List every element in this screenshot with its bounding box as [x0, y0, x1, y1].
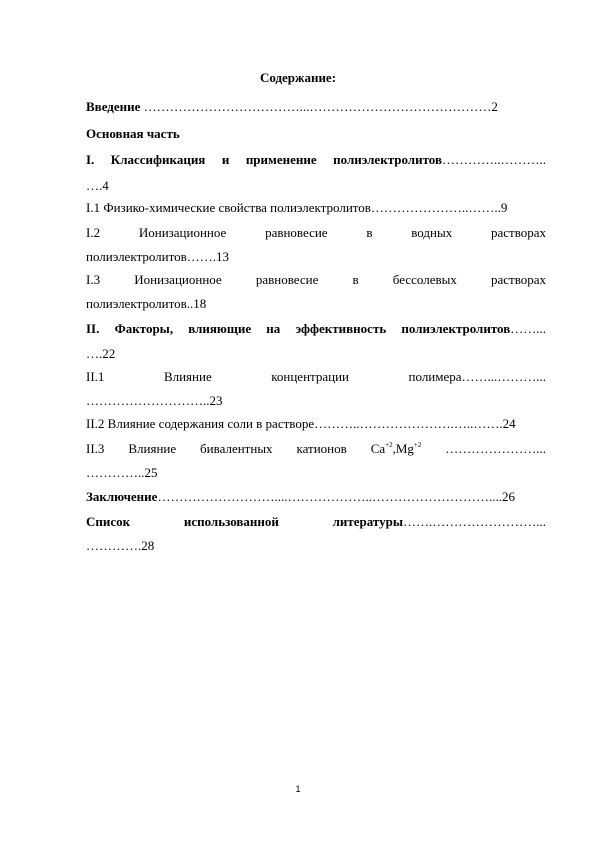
toc-entry-1-2-label-cont: полиэлектролитов…….	[86, 249, 216, 264]
toc-word: растворах	[490, 225, 547, 240]
toc-word: равновесие	[255, 272, 319, 287]
ion-ca-charge: +2	[385, 441, 393, 449]
toc-word: использованной	[183, 514, 279, 529]
toc-word: Список	[86, 514, 131, 529]
page-title: Содержание:	[259, 70, 337, 85]
toc-word: в	[366, 225, 373, 240]
toc-page-number: 4	[102, 178, 109, 193]
toc-entry-1-2-line-1	[86, 225, 546, 241]
toc-entry-references-line-1	[86, 514, 546, 530]
toc-entry-2-1-line-2	[86, 393, 546, 409]
toc-word: в	[352, 272, 359, 287]
toc-entry-section-2-line-1	[86, 321, 546, 337]
toc-leader: …………………..……..	[370, 200, 501, 215]
toc-entry-1-2-line-2	[86, 249, 546, 265]
toc-entry-1-2[interactable]	[86, 225, 546, 265]
toc-page-number: 2	[491, 99, 498, 114]
toc-leader: ….	[86, 346, 103, 361]
toc-entry-section-1-line-2	[86, 178, 546, 194]
toc-leader: ….	[86, 178, 103, 193]
toc-entry-references-tail	[333, 514, 546, 529]
toc-page-number: 25	[144, 465, 158, 480]
toc-entry-intro[interactable]	[86, 99, 546, 115]
toc-entry-conclusion[interactable]	[86, 489, 546, 505]
toc-entry-1-3-label-cont: полиэлектролитов..	[86, 296, 194, 311]
toc-word: I.3	[86, 272, 101, 287]
toc-entry-1-3-line-1	[86, 272, 546, 288]
toc-page-number: 24	[502, 416, 516, 431]
toc-heading-main-part	[86, 126, 546, 142]
toc-word: Ионизационное	[138, 225, 227, 240]
toc-word: литературы	[332, 514, 404, 529]
toc-leader: …….……………………...	[403, 514, 547, 529]
toc-leader: ………………………………...……………………………………	[140, 99, 492, 114]
toc-entry-section-1[interactable]	[86, 152, 546, 194]
toc-leader: ………..………………….…..…….	[314, 416, 503, 431]
toc-entry-2-2[interactable]	[86, 416, 546, 432]
toc-leader: ………………………....………………..………………………....	[157, 489, 502, 504]
toc-leader: ………………………..	[86, 393, 210, 408]
toc-leader: …………..………..	[442, 152, 546, 167]
toc-page-number: 28	[141, 538, 155, 553]
toc-entry-2-3-line-2	[86, 465, 546, 481]
toc-word: катионов	[296, 441, 347, 456]
toc-leader: …………………...	[445, 441, 547, 456]
toc-entry-2-3[interactable]	[86, 441, 546, 481]
toc-word: бивалентных	[200, 441, 273, 456]
page-number: 1	[295, 784, 301, 794]
toc-entry-section-2-label: II. Факторы, влияющие на эффективность полиэлектролитов	[86, 321, 511, 336]
toc-entry-1-3-line-2	[86, 296, 546, 312]
toc-entry-1-1[interactable]	[86, 200, 546, 216]
toc-word: полимера……...………...	[408, 369, 547, 384]
toc-word: водных	[411, 225, 453, 240]
toc-entry-section-2[interactable]	[86, 321, 546, 362]
ions-formula	[371, 441, 422, 456]
toc-word: Влияние	[128, 441, 177, 456]
toc-page-number: 13	[216, 249, 229, 264]
toc-entry-2-1[interactable]	[86, 369, 546, 409]
toc-entry-section-2-line-2	[86, 346, 546, 362]
toc-word: растворах	[490, 272, 547, 287]
toc-leader: ………….	[86, 538, 142, 553]
toc-entry-section-1-line-1	[86, 152, 546, 168]
toc-entry-1-3[interactable]	[86, 272, 546, 312]
ion-separator: ,	[392, 441, 396, 456]
toc-word: II.3	[86, 441, 105, 456]
toc-leader: …………..	[86, 465, 145, 480]
toc-entry-conclusion-label: Заключение	[86, 489, 158, 504]
toc-word: равновесие	[265, 225, 328, 240]
toc-entry-intro-label: Введение	[86, 99, 141, 114]
toc-entry-2-2-label: II.2 Влияние содержания соли в растворе	[86, 416, 315, 431]
toc-word: Ионизационное	[134, 272, 222, 287]
toc-page-number: 26	[501, 489, 515, 504]
toc-entry-2-1-line-1	[86, 369, 546, 385]
toc-leader: ……...	[510, 321, 546, 336]
toc-word: II.1	[86, 369, 105, 384]
toc-entry-references-line-2	[86, 538, 546, 554]
toc-page-number: 22	[102, 346, 116, 361]
toc-entry-1-1-label: I.1 Физико-химические свойства полиэлектролитов	[86, 200, 371, 215]
toc-word: I.2	[86, 225, 101, 240]
toc-entry-2-3-line-1	[86, 441, 546, 457]
ion-ca: Ca	[370, 441, 386, 456]
toc-heading-main-part-label: Основная часть	[86, 126, 180, 141]
toc-word: концентрации	[271, 369, 350, 384]
toc-page-number: 18	[193, 296, 207, 311]
toc-entry-section-1-label: I. Классификация и применение полиэлектролитов	[86, 152, 442, 167]
ion-mg: Mg	[395, 441, 414, 456]
toc-word: бессолевых	[392, 272, 457, 287]
toc-word: Влияние	[163, 369, 212, 384]
ion-mg-charge: +2	[413, 441, 422, 449]
toc-entry-references[interactable]	[86, 514, 546, 554]
toc-page-number: 9	[500, 200, 508, 215]
toc-page-number: 23	[209, 393, 223, 408]
